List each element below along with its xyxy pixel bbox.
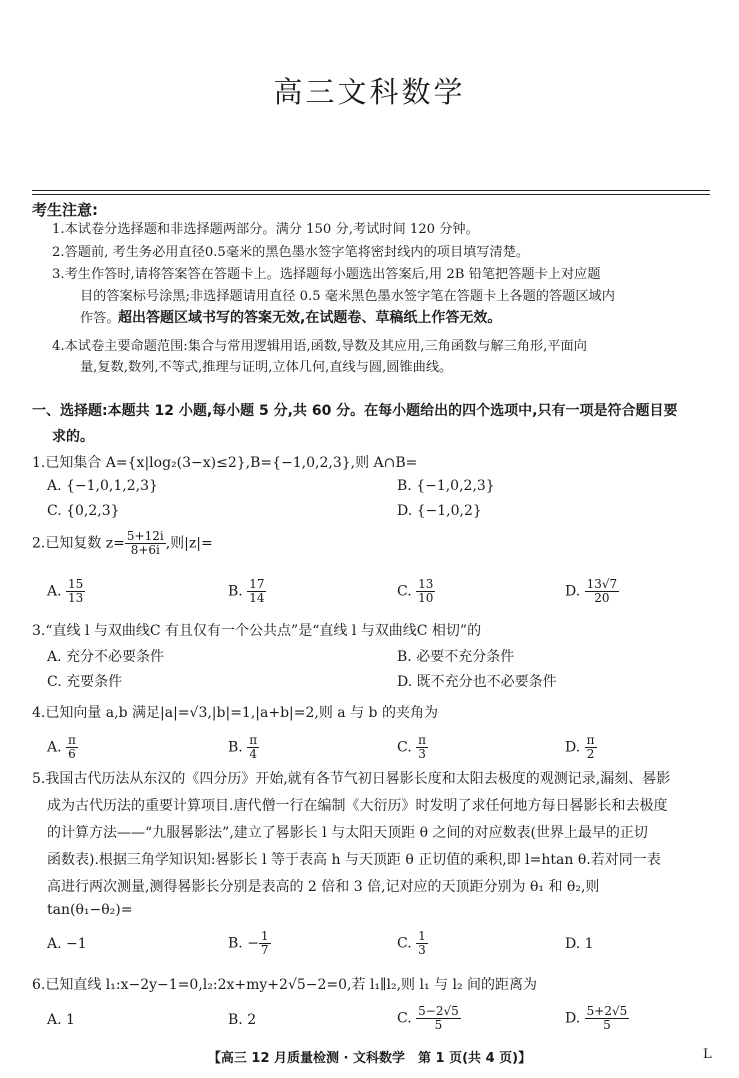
section-heading: 一、选择题:本题共 12 小题,每小题 5 分,共 60 分。在每小题给出的四个选项中,只有一项是符合题目要	[32, 403, 678, 419]
q4-c-label: C.	[397, 739, 412, 756]
q2-d-label: D.	[565, 583, 581, 600]
q2-option-d	[565, 578, 619, 605]
q4-option-b	[228, 734, 259, 761]
q5-b-fraction	[259, 930, 271, 957]
q2-a-den: 13	[68, 591, 84, 605]
q2-b-fraction	[247, 578, 266, 605]
header-rule-thin	[32, 194, 710, 195]
note-line: 量,复数,数列,不等式,推理与证明,立体几何,直线与圆,圆锥曲线。	[80, 360, 453, 375]
q5-c-fraction	[416, 930, 428, 957]
q6-option-a: A. 1	[47, 1012, 75, 1028]
q4-b-num: π	[249, 733, 258, 747]
notes-heading: 考生注意:	[32, 201, 98, 219]
q2-stem-denominator: 8+6i	[130, 543, 160, 557]
q6-d-den: 5	[603, 1018, 611, 1032]
q2-option-a	[47, 578, 85, 605]
q3-option-d: D. 既不充分也不必要条件	[397, 674, 557, 690]
header-rule-thick	[32, 190, 710, 191]
q6-d-num: 5+2√5	[586, 1004, 628, 1018]
q5-c-num: 1	[418, 929, 426, 943]
q6-option-b: B. 2	[228, 1012, 257, 1028]
question-5-line: tan(θ₁−θ₂)=	[47, 902, 133, 918]
q4-b-label: B.	[228, 739, 243, 756]
q1-option-c: C. {0,2,3}	[47, 503, 120, 519]
q2-b-label: B.	[228, 583, 243, 600]
q6-option-c	[397, 1005, 461, 1032]
question-2-stem	[32, 530, 213, 557]
q4-a-num: π	[68, 733, 76, 747]
note-line: 4.本试卷主要命题范围:集合与常用逻辑用语,函数,导数及其应用,三角函数与解三角形,平面向	[52, 339, 587, 354]
q6-c-label: C.	[397, 1010, 412, 1027]
q2-d-fraction	[585, 578, 620, 605]
q5-option-d: D. 1	[565, 936, 594, 952]
q4-c-fraction	[416, 734, 428, 761]
q3-option-c: C. 充要条件	[47, 674, 123, 690]
q1-option-d: D. {−1,0,2}	[397, 503, 482, 519]
question-3-stem: 3.“直线 l 与双曲线C 有且仅有一个公共点”是“直线 l 与双曲线C 相切”的	[32, 623, 482, 639]
q4-a-den: 6	[68, 747, 76, 761]
q4-option-d	[565, 734, 597, 761]
q2-c-num: 13	[418, 577, 434, 591]
q2-b-den: 14	[249, 591, 265, 605]
question-5-line: 成为古代历法的重要计算项目.唐代僧一行在编制《大衍历》时发明了求任何地方每日晷影长和去极度	[47, 798, 668, 814]
q4-d-num: π	[586, 733, 595, 747]
question-4-stem: 4.已知向量 a,b 满足|a|=√3,|b|=1,|a+b|=2,则 a 与 b 的夹角为	[32, 705, 438, 721]
q5-option-a: A. −1	[47, 936, 87, 952]
question-5-line: 高进行两次测量,测得晷影长分别是表高的 2 倍和 3 倍,记对应的天顶距分别为 θ₁ 和 θ₂,则	[47, 879, 600, 895]
q4-c-num: π	[418, 733, 427, 747]
q5-b-num: 1	[260, 929, 269, 943]
q4-d-den: 2	[586, 747, 595, 761]
question-6-stem: 6.已知直线 l₁:x−2y−1=0,l₂:2x+my+2√5−2=0,若 l₁∥l₂,则 l₁ 与 l₂ 间的距离为	[32, 977, 538, 993]
note-line: 目的答案标号涂黑;非选择题请用直径 0.5 毫米黑色墨水签字笔在答题卡上各题的答题区域内	[80, 289, 615, 304]
q5-option-c	[397, 930, 428, 957]
q2-a-label: A.	[47, 583, 62, 600]
question-5-line: 函数表).根据三角学知识知:晷影长 l 等于表高 h 与天顶距 θ 正切值的乘积,即 l=htan θ.若对同一表	[47, 852, 661, 868]
q4-a-label: A.	[47, 739, 62, 756]
q1-option-a: A. {−1,0,1,2,3}	[47, 478, 158, 494]
q2-d-num: 13√7	[586, 577, 618, 591]
note-line: 1.本试卷分选择题和非选择题两部分。满分 150 分,考试时间 120 分钟。	[52, 222, 479, 237]
q6-option-d	[565, 1005, 629, 1032]
q5-option-b	[228, 930, 271, 957]
q5-c-label: C.	[397, 935, 412, 952]
q6-d-fraction	[585, 1005, 630, 1032]
q4-c-den: 3	[418, 747, 426, 761]
q2-option-b	[228, 578, 266, 605]
q2-d-den: 20	[594, 591, 610, 605]
q2-b-num: 17	[249, 577, 265, 591]
q4-option-c	[397, 734, 428, 761]
q2-option-c	[397, 578, 435, 605]
question-1-stem: 1.已知集合 A={x|log₂(3−x)≤2},B={−1,0,2,3},则 A∩B=	[32, 455, 418, 471]
question-5-line: 的计算方法——“九服晷影法”,建立了晷影长 l 与太阳天顶距 θ 之间的对应数表(世界上最早的正切	[47, 825, 648, 841]
q2-a-num: 15	[68, 577, 84, 591]
q4-b-fraction	[247, 734, 259, 761]
q5-c-den: 3	[418, 943, 426, 957]
page-title: 高三文科数学	[273, 75, 466, 109]
q4-d-label: D.	[565, 739, 581, 756]
note-line: 作答。	[80, 311, 120, 326]
q2-c-label: C.	[397, 583, 412, 600]
page-footer: 【高三 12 月质量检测 · 文科数学 第 1 页(共 4 页)】	[207, 1051, 532, 1066]
footer-mark: L	[703, 1047, 712, 1062]
q2-stem-suffix: ,则|z|=	[165, 535, 213, 552]
q2-c-fraction	[416, 578, 435, 605]
section-heading-cont: 求的。	[52, 429, 94, 445]
q2-c-den: 10	[418, 591, 434, 605]
q4-d-fraction	[585, 734, 597, 761]
q6-c-den: 5	[434, 1018, 443, 1032]
q1-option-b: B. {−1,0,2,3}	[397, 478, 495, 494]
q4-b-den: 4	[249, 747, 257, 761]
q2-stem-numerator: 5+12i	[126, 529, 164, 543]
q2-a-fraction	[66, 578, 85, 605]
q5-b-den: 7	[260, 943, 269, 957]
note-emphasis: 超出答题区域书写的答案无效,在试题卷、草稿纸上作答无效。	[118, 310, 502, 326]
q3-option-a: A. 充分不必要条件	[47, 649, 165, 665]
q6-d-label: D.	[565, 1010, 581, 1027]
q2-stem-prefix: 2.已知复数 z=	[32, 535, 125, 552]
note-line: 2.答题前, 考生务必用直径0.5毫米的黑色墨水签字笔将密封线内的项目填写清楚。	[52, 245, 530, 260]
q6-c-fraction	[416, 1005, 461, 1032]
question-5-line: 5.我国古代历法从东汉的《四分历》开始,就有各节气初日晷影长度和太阳去极度的观测记录,漏刻、晷影	[32, 771, 671, 787]
q3-option-b: B. 必要不充分条件	[397, 649, 515, 665]
q4-a-fraction	[66, 734, 78, 761]
q2-stem-fraction	[125, 530, 166, 557]
q4-option-a	[47, 734, 78, 761]
q6-c-num: 5−2√5	[418, 1004, 459, 1018]
note-line: 3.考生作答时,请将答案答在答题卡上。选择题每小题选出答案后,用 2B 铅笔把答题卡上对应题	[52, 267, 601, 282]
q5-b-label: B. −	[228, 935, 259, 952]
